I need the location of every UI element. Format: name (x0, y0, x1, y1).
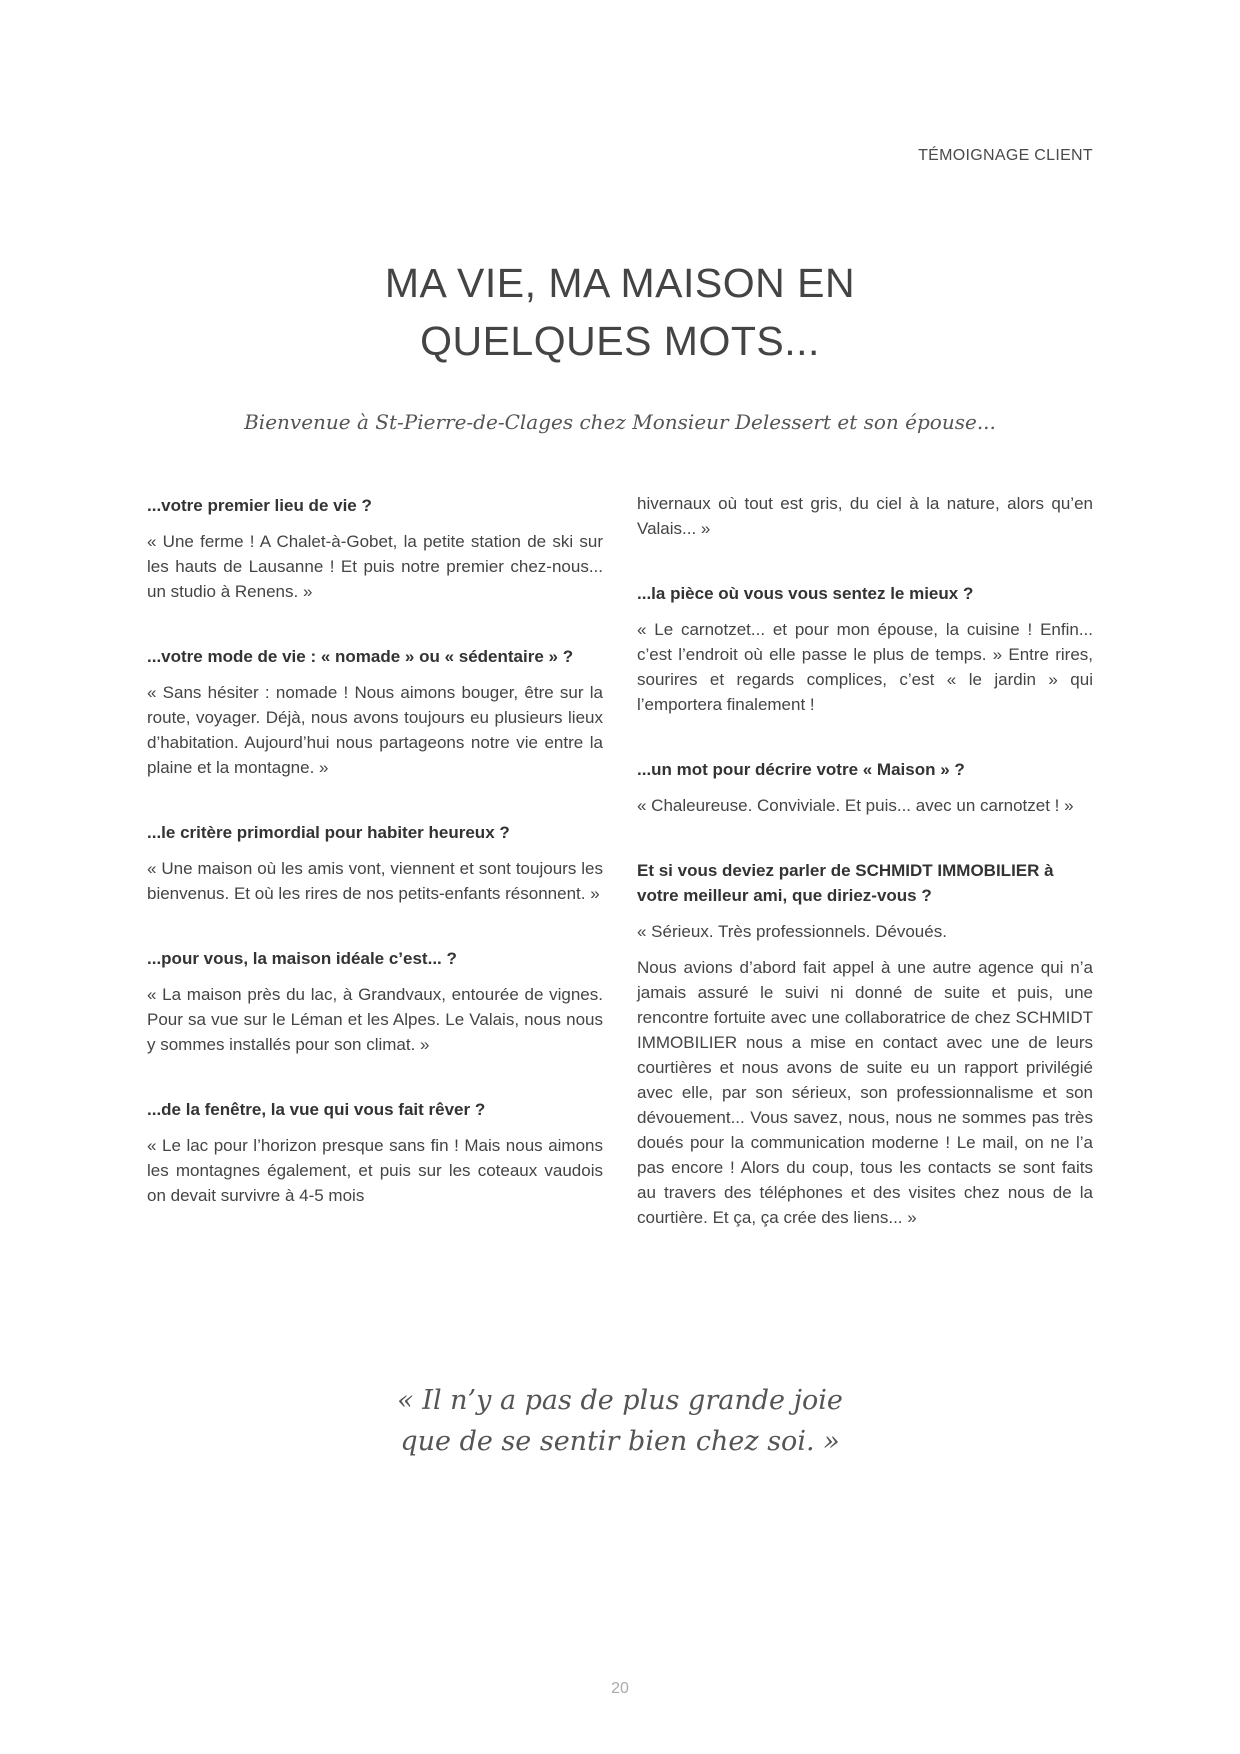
answer: Nous avions d’abord fait appel à une autre agence qui n’a jamais assuré le suivi ni donné de suite et puis, une rencontre fortuite avec une collaboratrice de chez SCHMIDT IMMOBILIER nous a mise en contact avec une de leurs courtières et nous avons de suite eu un rapport privilégié avec elle, par son sérieux, son professionnalisme et son dévouement... Vous savez, nous, nous ne sommes pas très doués pour la communication moderne ! Le mail, on ne l’a pas encore ! Alors du coup, tous les contacts se sont faits au travers des téléphones et des visites chez nous de la courtière. Et ça, ça crée des liens... » (637, 958, 1093, 1227)
question: ...de la fenêtre, la vue qui vous fait rêver ? (147, 1100, 486, 1119)
answer-continuation: hivernaux où tout est gris, du ciel à la nature, alors qu’en Valais... » (637, 494, 1093, 538)
page-number: 20 (611, 1680, 629, 1697)
qa-item-final (637, 858, 1093, 1230)
question: ...votre premier lieu de vie ? (147, 496, 372, 515)
page-title-line-1: MA VIE, MA MAISON EN (384, 260, 856, 306)
question: Et si vous deviez parler de SCHMIDT IMMOBILIER à votre meilleur ami, que diriez-vous ? (637, 861, 1054, 905)
page-title-line-2: QUELQUES MOTS... (420, 318, 820, 364)
answer: « Une ferme ! A Chalet-à-Gobet, la petite station de ski sur les hauts de Lausanne ! Et puis notre premier chez-nous... un studio à Renens. » (147, 532, 603, 601)
qa-item (147, 1097, 603, 1208)
subtitle: Bienvenue à St-Pierre-de-Clages chez Monsieur Delessert et son épouse... (244, 410, 996, 434)
answer: « Chaleureuse. Conviviale. Et puis... avec un carnotzet ! » (637, 796, 1074, 815)
page-title (0, 254, 1240, 370)
question: ...le critère primordial pour habiter heureux ? (147, 823, 510, 842)
question: ...votre mode de vie : « nomade » ou « sédentaire » ? (147, 647, 574, 666)
qa-item (147, 644, 603, 780)
qa-item (637, 581, 1093, 717)
pull-quote-line-1: « Il n’y a pas de plus grande joie (397, 1385, 843, 1416)
right-column (637, 491, 1093, 1270)
answer: « Une maison où les amis vont, viennent et sont toujours les bienvenus. Et où les rires de nos petits-enfants résonnent. » (147, 859, 603, 903)
section-label: TÉMOIGNAGE CLIENT (918, 147, 1093, 164)
answer: « Sérieux. Très professionnels. Dévoués. (637, 922, 947, 941)
qa-item (147, 820, 603, 906)
qa-item (147, 493, 603, 604)
question: ...un mot pour décrire votre « Maison » ? (637, 760, 965, 779)
answer: « Le lac pour l’horizon presque sans fin ! Mais nous aimons les montagnes également, et puis sur les coteaux vaudois on devait survivre à 4-5 mois (147, 1136, 603, 1205)
question: ...la pièce où vous vous sentez le mieux ? (637, 584, 974, 603)
answer: « Sans hésiter : nomade ! Nous aimons bouger, être sur la route, voyager. Déjà, nous avons toujours eu plusieurs lieux d’habitation. Aujourd’hui nous partageons notre vie entre la plaine et la montagne. » (147, 683, 603, 777)
pull-quote-line-2: que de se sentir bien chez soi. » (400, 1426, 840, 1457)
left-column (147, 493, 603, 1248)
pull-quote (0, 1380, 1240, 1462)
question: ...pour vous, la maison idéale c’est... ? (147, 949, 457, 968)
answer: « La maison près du lac, à Grandvaux, entourée de vignes. Pour sa vue sur le Léman et les Alpes. Le Valais, nous nous y sommes installés pour son climat. » (147, 985, 603, 1054)
answer: « Le carnotzet... et pour mon épouse, la cuisine ! Enfin... c’est l’endroit où elle passe le plus de temps. » Entre rires, sourires et regards complices, c’est « le jardin » qui l’emportera finalement ! (637, 620, 1093, 714)
qa-item (637, 757, 1093, 818)
qa-item (147, 946, 603, 1057)
